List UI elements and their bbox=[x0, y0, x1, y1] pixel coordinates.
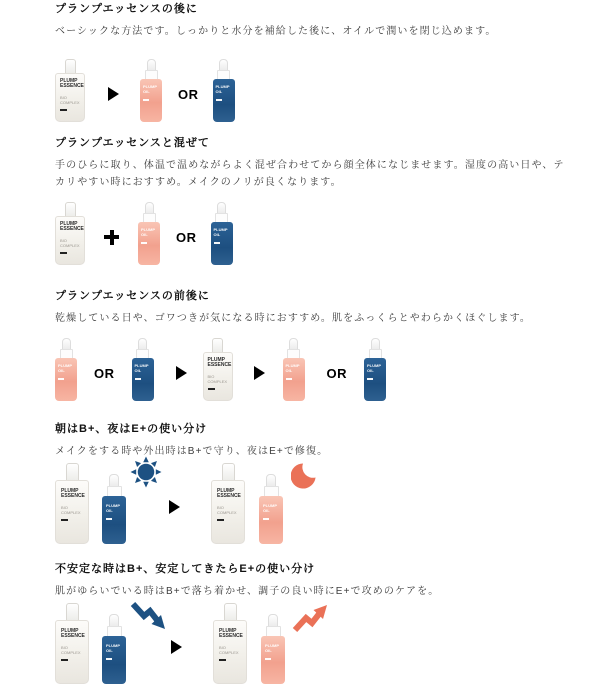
plump-essence-bottle: PLUMP ESSENCE BIO COMPLEX bbox=[213, 603, 247, 684]
bottle-label: PLUMP OIL bbox=[265, 643, 279, 653]
forward-arrow-icon bbox=[169, 500, 180, 514]
oil-e-plus-bottle bbox=[138, 202, 160, 265]
section-morning-night-usage bbox=[55, 422, 565, 544]
brand-mark bbox=[61, 519, 68, 521]
section-body: メイクをする時や外出時はB+で守り、夜はE+で修復。 bbox=[55, 446, 329, 457]
forward-arrow-icon bbox=[171, 640, 182, 654]
moon-icon bbox=[291, 462, 317, 496]
bottle-label: PLUMP OIL bbox=[215, 84, 230, 94]
brand-mark bbox=[141, 242, 147, 244]
brand-mark bbox=[217, 519, 224, 521]
section-body: ベーシックな方法です。しっかりと水分を補給した後に、オイルで潤いを閉じ込めます。 bbox=[55, 26, 497, 37]
sun-icon bbox=[130, 456, 162, 493]
plus-icon bbox=[104, 230, 119, 245]
bottle-cap bbox=[224, 603, 237, 621]
brand-mark bbox=[106, 518, 112, 520]
bottle-label: PLUMP ESSENCE bbox=[217, 488, 241, 499]
oil-b-plus-bottle bbox=[211, 202, 233, 265]
product-sequence-row bbox=[55, 56, 565, 122]
plump-essence-bottle: PLUMP ESSENCE BIO COMPLEX bbox=[211, 463, 245, 544]
or-label: OR bbox=[178, 86, 199, 102]
bottle-label: PLUMP ESSENCE bbox=[219, 628, 243, 639]
or-label: OR bbox=[326, 365, 347, 381]
bottle-cap bbox=[66, 603, 79, 621]
plump-essence-bottle: PLUMP ESSENCE BIO COMPLEX bbox=[55, 463, 89, 544]
bottle-label: PLUMP OIL bbox=[106, 643, 120, 653]
trend-down-arrow-icon bbox=[130, 600, 166, 639]
plump-essence-bottle: PLUMP ESSENCE BIO COMPLEX bbox=[55, 603, 89, 684]
or-label: OR bbox=[94, 365, 115, 381]
brand-mark bbox=[58, 378, 64, 380]
bottle-label: PLUMP OIL bbox=[143, 84, 157, 94]
brand-mark bbox=[219, 659, 226, 661]
plump-essence-bottle: PLUMP ESSENCE BIO COMPLEX bbox=[203, 338, 233, 401]
section-before-after-essence bbox=[55, 289, 565, 401]
section-body: 乾燥している日や、ゴワつきが気になる時におすすめ。肌をふっくらとやわらかくほぐします。 bbox=[55, 313, 531, 324]
bottle-label: PLUMP OIL bbox=[213, 227, 228, 237]
product-sequence-row bbox=[55, 335, 565, 401]
brand-mark bbox=[143, 99, 149, 101]
bottle-label: PLUMP ESSENCE bbox=[207, 357, 232, 368]
brand-mark bbox=[263, 518, 269, 520]
bottle-cap bbox=[222, 463, 235, 481]
oil-e-plus-bottle bbox=[259, 474, 283, 544]
bottle-label: PLUMP OIL bbox=[285, 363, 300, 373]
product-sequence-row bbox=[55, 600, 565, 684]
bottle-cap bbox=[65, 59, 76, 74]
bottle-label: PLUMP ESSENCE bbox=[60, 221, 84, 232]
brand-mark bbox=[106, 658, 112, 660]
section-heading: 不安定な時はB+、安定してきたらE+の使い分け bbox=[55, 563, 316, 575]
bottle-label: PLUMP ESSENCE bbox=[61, 628, 85, 639]
section-heading: プランプエッセンスの前後に bbox=[55, 290, 210, 302]
section-heading: プランプエッセンスと混ぜて bbox=[55, 137, 210, 149]
bottle-label: PLUMP OIL bbox=[106, 503, 120, 513]
bottle-label: PLUMP OIL bbox=[141, 227, 155, 237]
oil-b-plus-bottle bbox=[364, 338, 386, 401]
brand-mark bbox=[367, 378, 373, 380]
bottle-cap bbox=[212, 338, 223, 353]
product-sequence-row bbox=[55, 199, 565, 265]
oil-e-plus-bottle bbox=[140, 59, 162, 122]
brand-mark bbox=[135, 378, 141, 380]
brand-mark bbox=[60, 252, 67, 254]
brand-mark bbox=[208, 388, 215, 390]
brand-mark bbox=[61, 659, 68, 661]
oil-b-plus-bottle bbox=[213, 59, 235, 122]
oil-b-plus-bottle bbox=[102, 474, 126, 544]
forward-arrow-icon bbox=[254, 366, 265, 380]
section-heading: プランプエッセンスの後に bbox=[55, 3, 198, 15]
forward-arrow-icon bbox=[176, 366, 187, 380]
brand-mark bbox=[214, 242, 220, 244]
bottle-cap bbox=[65, 202, 76, 217]
or-label: OR bbox=[176, 229, 197, 245]
forward-arrow-icon bbox=[108, 87, 119, 101]
section-skin-condition-usage bbox=[55, 562, 565, 684]
product-sequence-row bbox=[55, 460, 565, 544]
oil-e-plus-bottle bbox=[261, 614, 285, 684]
section-heading: 朝はB+、夜はE+の使い分け bbox=[55, 423, 208, 435]
brand-mark bbox=[216, 99, 222, 101]
bottle-label: PLUMP OIL bbox=[263, 503, 277, 513]
brand-mark bbox=[265, 658, 271, 660]
brand-mark bbox=[60, 109, 67, 111]
section-after-essence bbox=[55, 2, 565, 122]
section-body: 手のひらに取り、体温で温めながらよく混ぜ合わせてから顔全体になじませます。湿度の高い日や、テカリやすい時におすすめ。メイクのノリが良くなります。 bbox=[55, 160, 565, 188]
plump-essence-bottle: PLUMP ESSENCE BIO COMPLEX bbox=[55, 59, 85, 122]
section-body: 肌がゆらいでいる時はB+で落ち着かせ、調子の良い時にE+で攻めのケアを。 bbox=[55, 586, 440, 597]
bottle-label: PLUMP ESSENCE bbox=[61, 488, 85, 499]
bottle-label: PLUMP OIL bbox=[134, 363, 149, 373]
oil-b-plus-bottle bbox=[132, 338, 154, 401]
oil-b-plus-bottle bbox=[102, 614, 126, 684]
bottle-cap bbox=[66, 463, 79, 481]
brand-mark bbox=[286, 378, 292, 380]
plump-essence-bottle: PLUMP ESSENCE BIO COMPLEX bbox=[55, 202, 85, 265]
oil-e-plus-bottle bbox=[283, 338, 305, 401]
oil-e-plus-bottle bbox=[55, 338, 77, 401]
bottle-label: PLUMP ESSENCE bbox=[60, 78, 84, 89]
trend-up-arrow-icon bbox=[292, 600, 328, 639]
bottle-label: PLUMP OIL bbox=[367, 363, 381, 373]
bottle-label: PLUMP OIL bbox=[58, 363, 72, 373]
section-mixed-with-essence bbox=[55, 136, 565, 265]
